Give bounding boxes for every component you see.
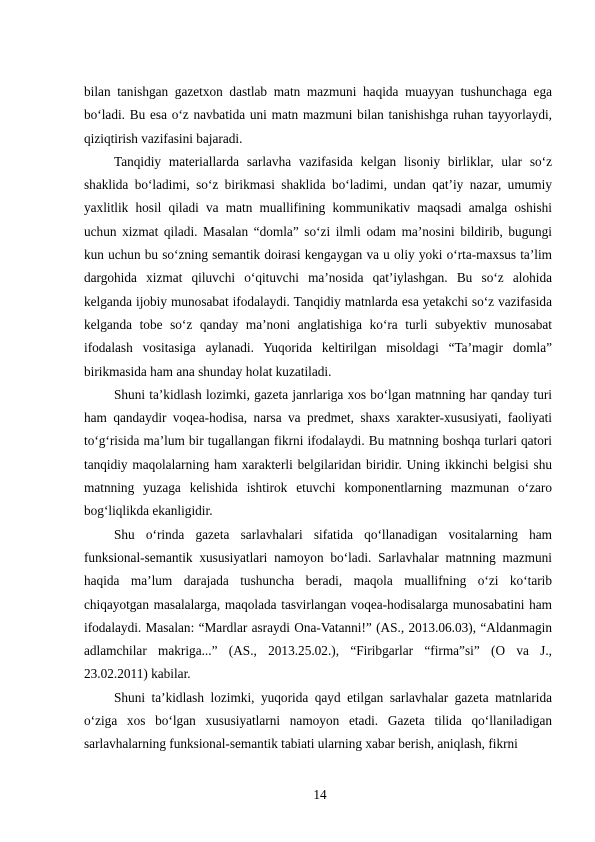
paragraph-5: Shuni ta’kidlash lozimki, yuqorida qayd etilgan sarlavhalar gazeta matnlarida o‘ziga xos bo‘lgan xususiyatlarni namoyon etadi. Gazeta tilida qo‘llaniladigan sarlavhalarning funksional-semantik tabiati ularning xabar berish, aniqlash, fikrni: [84, 689, 552, 752]
page-number: 14: [313, 787, 327, 802]
paragraph-4: Shu o‘rinda gazeta sarlavhalari sifatida qo‘llanadigan vositalarning ham funksional-semantik xususiyatlari namoyon bo‘ladi. Sarlavhalar matnning mazmuni haqida ma’lum darajada tushuncha beradi, maqola muallifning o‘zi ko‘tarib chiqayotgan masalalarga, maqolada tasvirlangan voqea-hodisalarga munosabatini ham ifodalaydi. Masalan: “Mardlar asraydi Ona-Vatanni!” (AS., 2013.06.03), “Aldanmagin adlamchilar makriga...” (AS., 2013.25.02.), “Firibgarlar “firma”si” (O va J., 23.02.2011) kabilar.: [84, 526, 552, 682]
paragraph-1: bilan tanishgan gazetxon dastlab matn mazmuni haqida muayyan tushunchaga ega bo‘ladi. Bu esa o‘z navbatida uni matn mazmuni bilan tanishishga ruhan tayyorlaydi, qiziqtirish vazifasini bajaradi.: [84, 84, 552, 146]
document-body: [84, 80, 552, 756]
paragraph-2: Tanqidiy materiallarda sarlavha vazifasida kelgan lisoniy birliklar, ular so‘z shaklida bo‘ladimi, so‘z birikmasi shaklida bo‘ladimi, undan qat’iy nazar, umumiy yaxlitlik hosil qiladi va matn muallifining kommunikativ maqsadi amalga oshishi uchun xizmat qiladi. Masalan “domla” so‘zi ilmli odam ma’nosini bildirib, bugungi kun uchun bu so‘zning semantik doirasi kengaygan va u oliy yoki o‘rta-maxsus ta’lim dargohida xizmat qiluvchi o‘qituvchi ma’nosida qat’iylashgan. Bu so‘z alohida kelganda ijobiy munosabat ifodalaydi. Tanqidiy matnlarda esa yetakchi so‘z vazifasida kelganda tobe so‘z qanday ma’noni anglatishiga ko‘ra turli subyektiv munosabat ifodalash vositasiga aylanadi. Yuqorida keltirilgan misoldagi “Ta’magir domla” birikmasida ham ana shunday holat kuzatiladi.: [84, 153, 552, 379]
paragraph-3: Shuni ta’kidlash lozimki, gazeta janrlariga xos bo‘lgan matnning har qanday turi ham qandaydir voqea-hodisa, narsa va predmet, shaxs xarakter-xususiyati, faoliyati to‘g‘risida ma’lum bir tugallangan fikrni ifodalaydi. Bu matnning boshqa turlari qatori tanqidiy maqolalarning ham xarakterli belgilaridan biridir. Uning ikkinchi belgisi shu matnning yuzaga kelishida ishtirok etuvchi komponentlarning mazmunan o‘zaro bog‘liqlikda ekanligidir.: [84, 386, 552, 519]
